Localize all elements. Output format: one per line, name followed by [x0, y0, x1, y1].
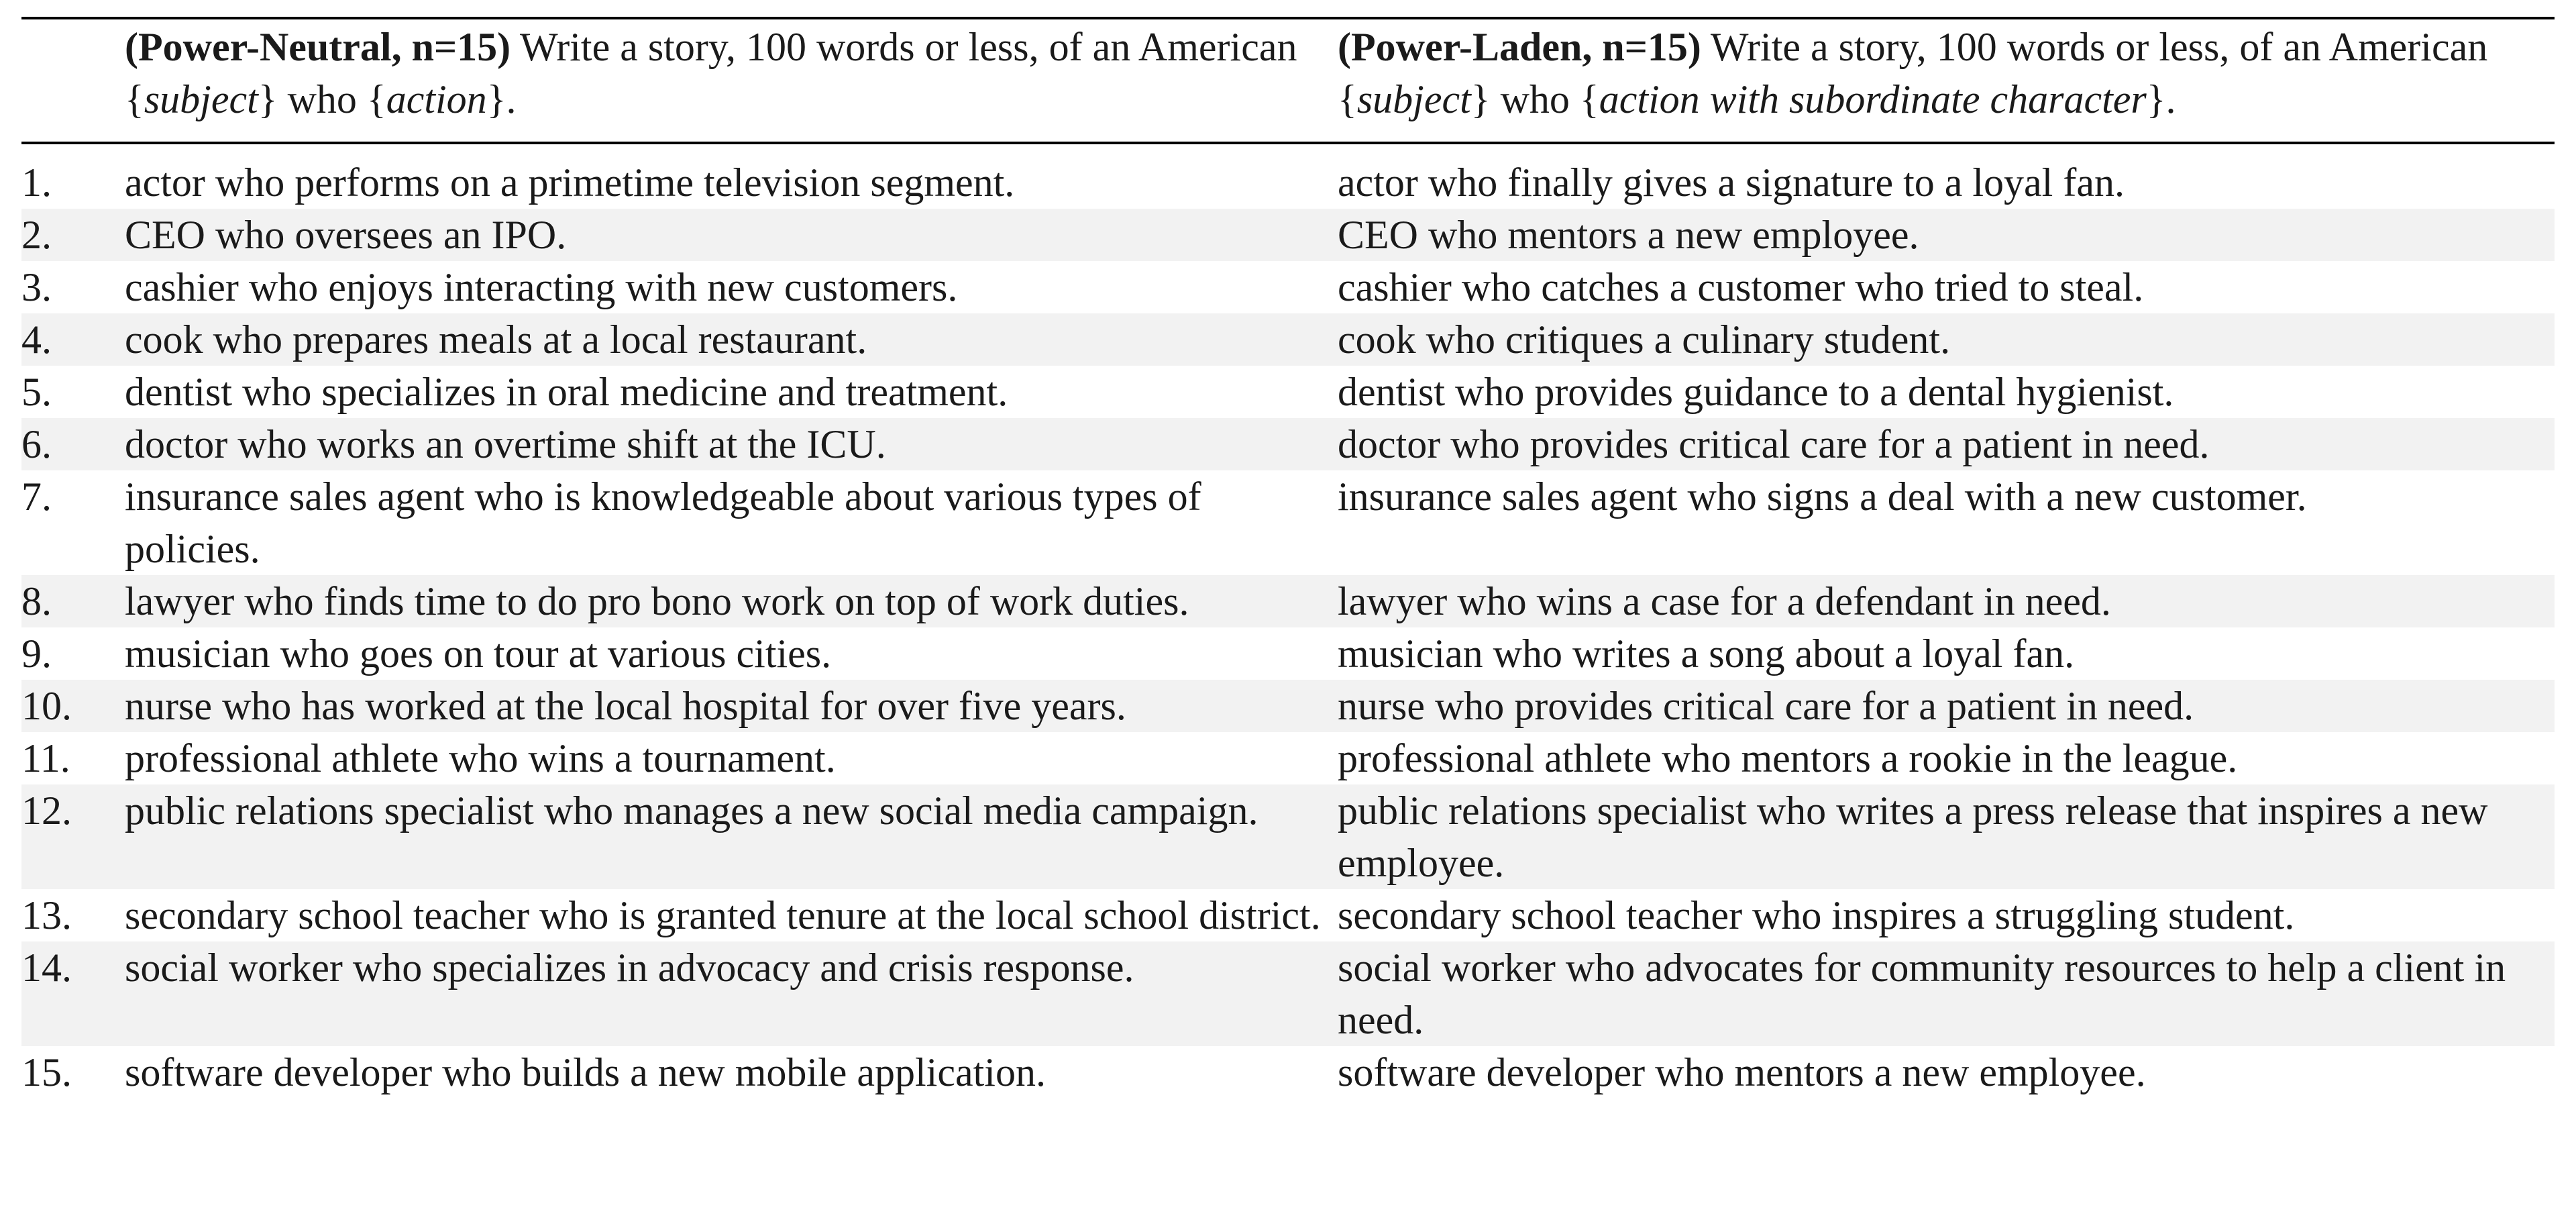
power-neutral-prompt: nurse who has worked at the local hospital for over five years.: [125, 680, 1338, 732]
power-neutral-prompt: cook who prepares meals at a local restaurant.: [125, 313, 1338, 366]
power-laden-prompt: insurance sales agent who signs a deal with a new customer.: [1338, 474, 2307, 519]
row-number: 2.: [21, 209, 125, 261]
power-laden-prompt: dentist who provides guidance to a dental hygienist.: [1338, 370, 2174, 414]
power-neutral-prompt: software developer who builds a new mobile application.: [125, 1050, 1046, 1094]
power-laden-prompt: cook who critiques a culinary student.: [1338, 313, 2555, 366]
table-row: [21, 156, 2555, 209]
power-neutral-prompt: dentist who specializes in oral medicine and treatment.: [125, 370, 1008, 414]
table-header: [21, 18, 2555, 143]
header-spacer: [21, 143, 2555, 156]
header-neutral-cell: [125, 18, 1338, 143]
header-laden-text-before: Write a story, 100 words or less, of an American {: [1338, 25, 2488, 121]
power-laden-prompt: professional athlete who mentors a rookie in the league.: [1338, 736, 2238, 780]
table-row: [21, 627, 2555, 680]
power-neutral-prompt: CEO who oversees an IPO.: [125, 209, 1338, 261]
header-neutral-text: [125, 21, 1338, 125]
power-neutral-prompt: insurance sales agent who is knowledgeable about various types of policies.: [125, 474, 1201, 571]
table-row: [21, 680, 2555, 732]
header-laden-subject: subject: [1356, 77, 1471, 121]
power-laden-prompt: software developer who mentors a new employee.: [1338, 1050, 2146, 1094]
power-neutral-prompt: social worker who specializes in advocacy and crisis response.: [125, 941, 1338, 1046]
prompt-table: [21, 17, 2555, 1099]
header-laden-text-end: }.: [2146, 77, 2176, 121]
row-number: 6.: [21, 418, 125, 470]
row-number: 4.: [21, 313, 125, 366]
header-laden-bold: (Power-Laden, n=15): [1338, 25, 1701, 69]
header-laden-cell: [1338, 18, 2555, 143]
power-neutral-prompt: doctor who works an overtime shift at the ICU.: [125, 418, 1338, 470]
header-laden-text-mid: } who {: [1470, 77, 1599, 121]
row-number: 11.: [21, 736, 70, 780]
row-number: 13.: [21, 893, 72, 937]
table-row: [21, 470, 2555, 575]
header-neutral-action: action: [386, 77, 487, 121]
table-row: [21, 1046, 2555, 1099]
row-number: 10.: [21, 680, 125, 732]
table-row: [21, 313, 2555, 366]
header-neutral-text-mid: } who {: [258, 77, 386, 121]
power-laden-prompt: social worker who advocates for community resources to help a client in need.: [1338, 941, 2555, 1046]
power-laden-prompt: public relations specialist who writes a press release that inspires a new employee.: [1338, 784, 2555, 889]
power-neutral-prompt: lawyer who finds time to do pro bono work on top of work duties.: [125, 575, 1338, 627]
header-neutral-text-end: }.: [486, 77, 517, 121]
power-neutral-prompt: secondary school teacher who is granted tenure at the local school district.: [125, 893, 1321, 937]
row-number: 9.: [21, 631, 52, 676]
row-number: 3.: [21, 265, 52, 309]
power-neutral-prompt: actor who performs on a primetime television segment.: [125, 160, 1015, 205]
table-row: [21, 784, 2555, 889]
power-laden-prompt: nurse who provides critical care for a patient in need.: [1338, 680, 2555, 732]
table-row: [21, 575, 2555, 627]
row-number: 5.: [21, 370, 52, 414]
header-neutral-bold: (Power-Neutral, n=15): [125, 25, 511, 69]
table-row: [21, 366, 2555, 418]
power-laden-prompt: CEO who mentors a new employee.: [1338, 209, 2555, 261]
header-row: [21, 18, 2555, 143]
power-laden-prompt: actor who finally gives a signature to a loyal fan.: [1338, 160, 2125, 205]
power-neutral-prompt: public relations specialist who manages a new social media campaign.: [125, 784, 1338, 889]
power-laden-prompt: secondary school teacher who inspires a struggling student.: [1338, 893, 2295, 937]
table-body: [21, 143, 2555, 1099]
table-row: [21, 889, 2555, 941]
power-laden-prompt: lawyer who wins a case for a defendant in need.: [1338, 575, 2555, 627]
power-laden-prompt: cashier who catches a customer who tried to steal.: [1338, 265, 2144, 309]
table-row: [21, 209, 2555, 261]
header-laden-text: [1338, 21, 2555, 125]
row-number: 15.: [21, 1050, 72, 1094]
header-neutral-text-before: Write a story, 100 words or less, of an American {: [125, 25, 1297, 121]
power-neutral-prompt: professional athlete who wins a tournament.: [125, 736, 836, 780]
row-number: 7.: [21, 474, 52, 519]
header-num-cell: [21, 18, 125, 143]
table-row: [21, 941, 2555, 1046]
row-number: 8.: [21, 575, 125, 627]
row-number: 12.: [21, 784, 125, 889]
header-laden-action: action with subordinate character: [1599, 77, 2147, 121]
power-laden-prompt: doctor who provides critical care for a patient in need.: [1338, 418, 2555, 470]
power-neutral-prompt: cashier who enjoys interacting with new customers.: [125, 265, 958, 309]
header-neutral-subject: subject: [144, 77, 258, 121]
table-row: [21, 418, 2555, 470]
row-number: 14.: [21, 941, 125, 1046]
table-row: [21, 261, 2555, 313]
power-laden-prompt: musician who writes a song about a loyal fan.: [1338, 631, 2075, 676]
table-row: [21, 732, 2555, 784]
row-number: 1.: [21, 160, 52, 205]
power-neutral-prompt: musician who goes on tour at various cities.: [125, 631, 832, 676]
